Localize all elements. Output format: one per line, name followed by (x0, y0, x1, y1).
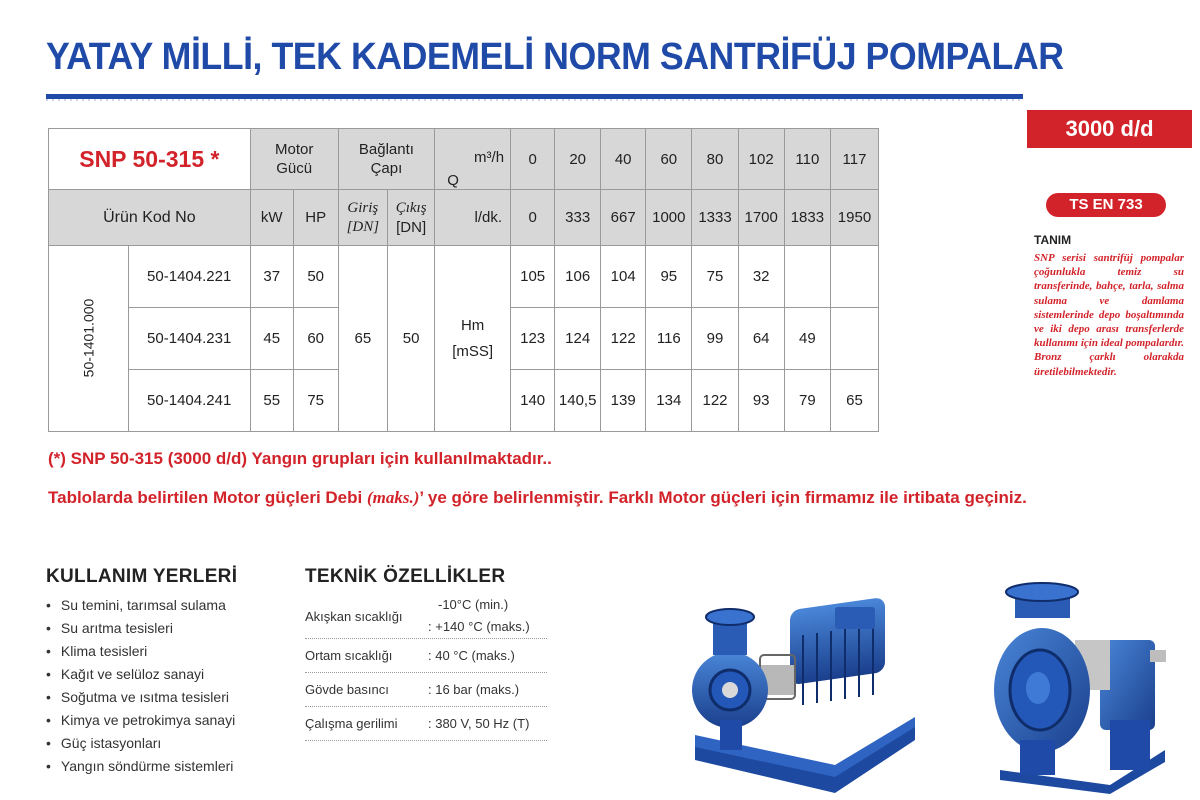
pump-image-side (685, 595, 925, 795)
list-item: • Klima tesisleri (46, 640, 235, 663)
list-item: • Su temini, tarımsal sulama (46, 594, 235, 617)
spec-value: : +140 °C (maks.) (428, 619, 530, 634)
hm-value: 106 (555, 246, 601, 308)
hm-value: 64 (738, 308, 784, 370)
ldk-cell: 1000 (646, 190, 692, 246)
tech-title: TEKNİK ÖZELLİKLER (305, 566, 506, 587)
ldk-cell: 667 (601, 190, 646, 246)
product-code: 50-1404.241 (128, 370, 250, 432)
list-item: • Kağıt ve selüloz sanayi (46, 663, 235, 686)
m3h-cell: 60 (646, 129, 692, 190)
hm-value: 99 (692, 308, 738, 370)
m3h-cell: 20 (555, 129, 601, 190)
cikis-header: Çıkış [DN] (388, 190, 435, 246)
list-item: • Kimya ve petrokimya sanayi (46, 709, 235, 732)
hm-value: 122 (692, 370, 738, 432)
hm-label: Hm [mSS] (435, 246, 511, 432)
group-code: 50-1401.000 (49, 246, 129, 432)
hm-value: 140,5 (555, 370, 601, 432)
spec-value: : 380 V, 50 Hz (T) (428, 716, 530, 731)
spec-value: : 40 °C (maks.) (428, 648, 515, 663)
hm-value: 95 (646, 246, 692, 308)
spec-label: Akışkan sıcaklığı (305, 608, 403, 624)
giris-value: 65 (338, 246, 387, 432)
hm-value: 104 (601, 246, 646, 308)
performance-table (48, 128, 879, 432)
spec-value: : 16 bar (maks.) (428, 682, 520, 697)
usage-list (46, 594, 235, 778)
kw-value: 55 (250, 370, 293, 432)
spec-row (305, 673, 547, 707)
hm-value: 122 (601, 308, 646, 370)
hm-value: 32 (738, 246, 784, 308)
spec-row (305, 707, 547, 741)
m3h-cell: 0 (511, 129, 555, 190)
m3h-cell: 102 (738, 129, 784, 190)
hm-value: 105 (511, 246, 555, 308)
hm-value (830, 308, 878, 370)
kw-header: kW (250, 190, 293, 246)
hp-value: 75 (293, 370, 338, 432)
spec-row (305, 639, 547, 673)
giris-header: Giriş [DN] (338, 190, 387, 246)
cikis-value: 50 (388, 246, 435, 432)
m3h-cell: 117 (830, 129, 878, 190)
hm-value (784, 246, 830, 308)
hm-value: 75 (692, 246, 738, 308)
page-title: YATAY MİLLİ, TEK KADEMELİ NORM SANTRİFÜJ POMPALAR (46, 36, 1064, 78)
tech-specs (305, 594, 547, 741)
tanim-text: SNP serisi santrifüj pompalar çoğunlukla temiz su transferinde, bahçe, tarla, salma sulama ve damlama sistemlerinde depo boşaltımında ve iki depo arası transferlerde kullanımı için ideal pompalardır. Bronz çarklı olarakda üretilebilmektedir. (1034, 252, 1184, 378)
ldk-cell: 1333 (692, 190, 738, 246)
ldk-cell: 1700 (738, 190, 784, 246)
hm-value: 123 (511, 308, 555, 370)
m3h-cell: 40 (601, 129, 646, 190)
q-ldk-header (435, 172, 511, 246)
hm-value: 134 (646, 370, 692, 432)
model-name: SNP 50-315 * (49, 129, 251, 190)
ldk-cell: 1833 (784, 190, 830, 246)
product-code: 50-1404.221 (128, 246, 250, 308)
speed-badge: 3000 d/d (1027, 110, 1192, 148)
kw-value: 37 (250, 246, 293, 308)
hp-value: 60 (293, 308, 338, 370)
usage-title: KULLANIM YERLERİ (46, 566, 238, 587)
table-row (49, 246, 879, 308)
spec-value: -10°C (min.) (438, 597, 509, 612)
hm-value: 79 (784, 370, 830, 432)
standard-badge: TS EN 733 (1046, 193, 1166, 217)
tanim-title: TANIM (1034, 233, 1072, 247)
ldk-cell: 0 (511, 190, 555, 246)
ldk-cell: 1950 (830, 190, 878, 246)
hm-value: 65 (830, 370, 878, 432)
ldk-unit: l/dk. (474, 209, 503, 226)
spec-row (305, 594, 547, 639)
hm-value: 124 (555, 308, 601, 370)
list-item: • Güç istasyonları (46, 732, 235, 755)
spec-label: Gövde basıncı (305, 682, 389, 697)
hp-header: HP (293, 190, 338, 246)
footnote-fire-group: (*) SNP 50-315 (3000 d/d) Yangın grupları için kullanılmaktadır.. (48, 449, 552, 468)
ldk-cell: 333 (555, 190, 601, 246)
table-header-row (49, 190, 879, 246)
title-underline-dots (46, 99, 1023, 101)
urun-kod-no-header: Ürün Kod No (49, 190, 251, 246)
m3h-cell: 110 (784, 129, 830, 190)
list-item: • Su arıtma tesisleri (46, 617, 235, 640)
baglanti-capi-header: Bağlantı Çapı (338, 129, 435, 190)
list-item: • Soğutma ve ısıtma tesisleri (46, 686, 235, 709)
hm-value (830, 246, 878, 308)
hm-value: 49 (784, 308, 830, 370)
motor-gucu-header: Motor Gücü (250, 129, 338, 190)
table-header-row (49, 129, 879, 190)
footnote-motor-power: Tablolarda belirtilen Motor güçleri Debi (maks.)’ ye göre belirlenmiştir. Farklı Motor güçleri için firmamız ile irtibata geçiniz. (48, 488, 1027, 507)
hm-value: 116 (646, 308, 692, 370)
kw-value: 45 (250, 308, 293, 370)
hm-value: 139 (601, 370, 646, 432)
pump-image-front (990, 580, 1175, 795)
list-item: • Yangın söndürme sistemleri (46, 755, 235, 778)
q-label: Q (447, 172, 459, 189)
hp-value: 50 (293, 246, 338, 308)
m3h-cell: 80 (692, 129, 738, 190)
product-code: 50-1404.231 (128, 308, 250, 370)
hm-value: 93 (738, 370, 784, 432)
spec-label: Çalışma gerilimi (305, 716, 398, 731)
q-m3h-header: m³/h (435, 129, 511, 190)
hm-value: 140 (511, 370, 555, 432)
spec-label: Ortam sıcaklığı (305, 648, 393, 663)
